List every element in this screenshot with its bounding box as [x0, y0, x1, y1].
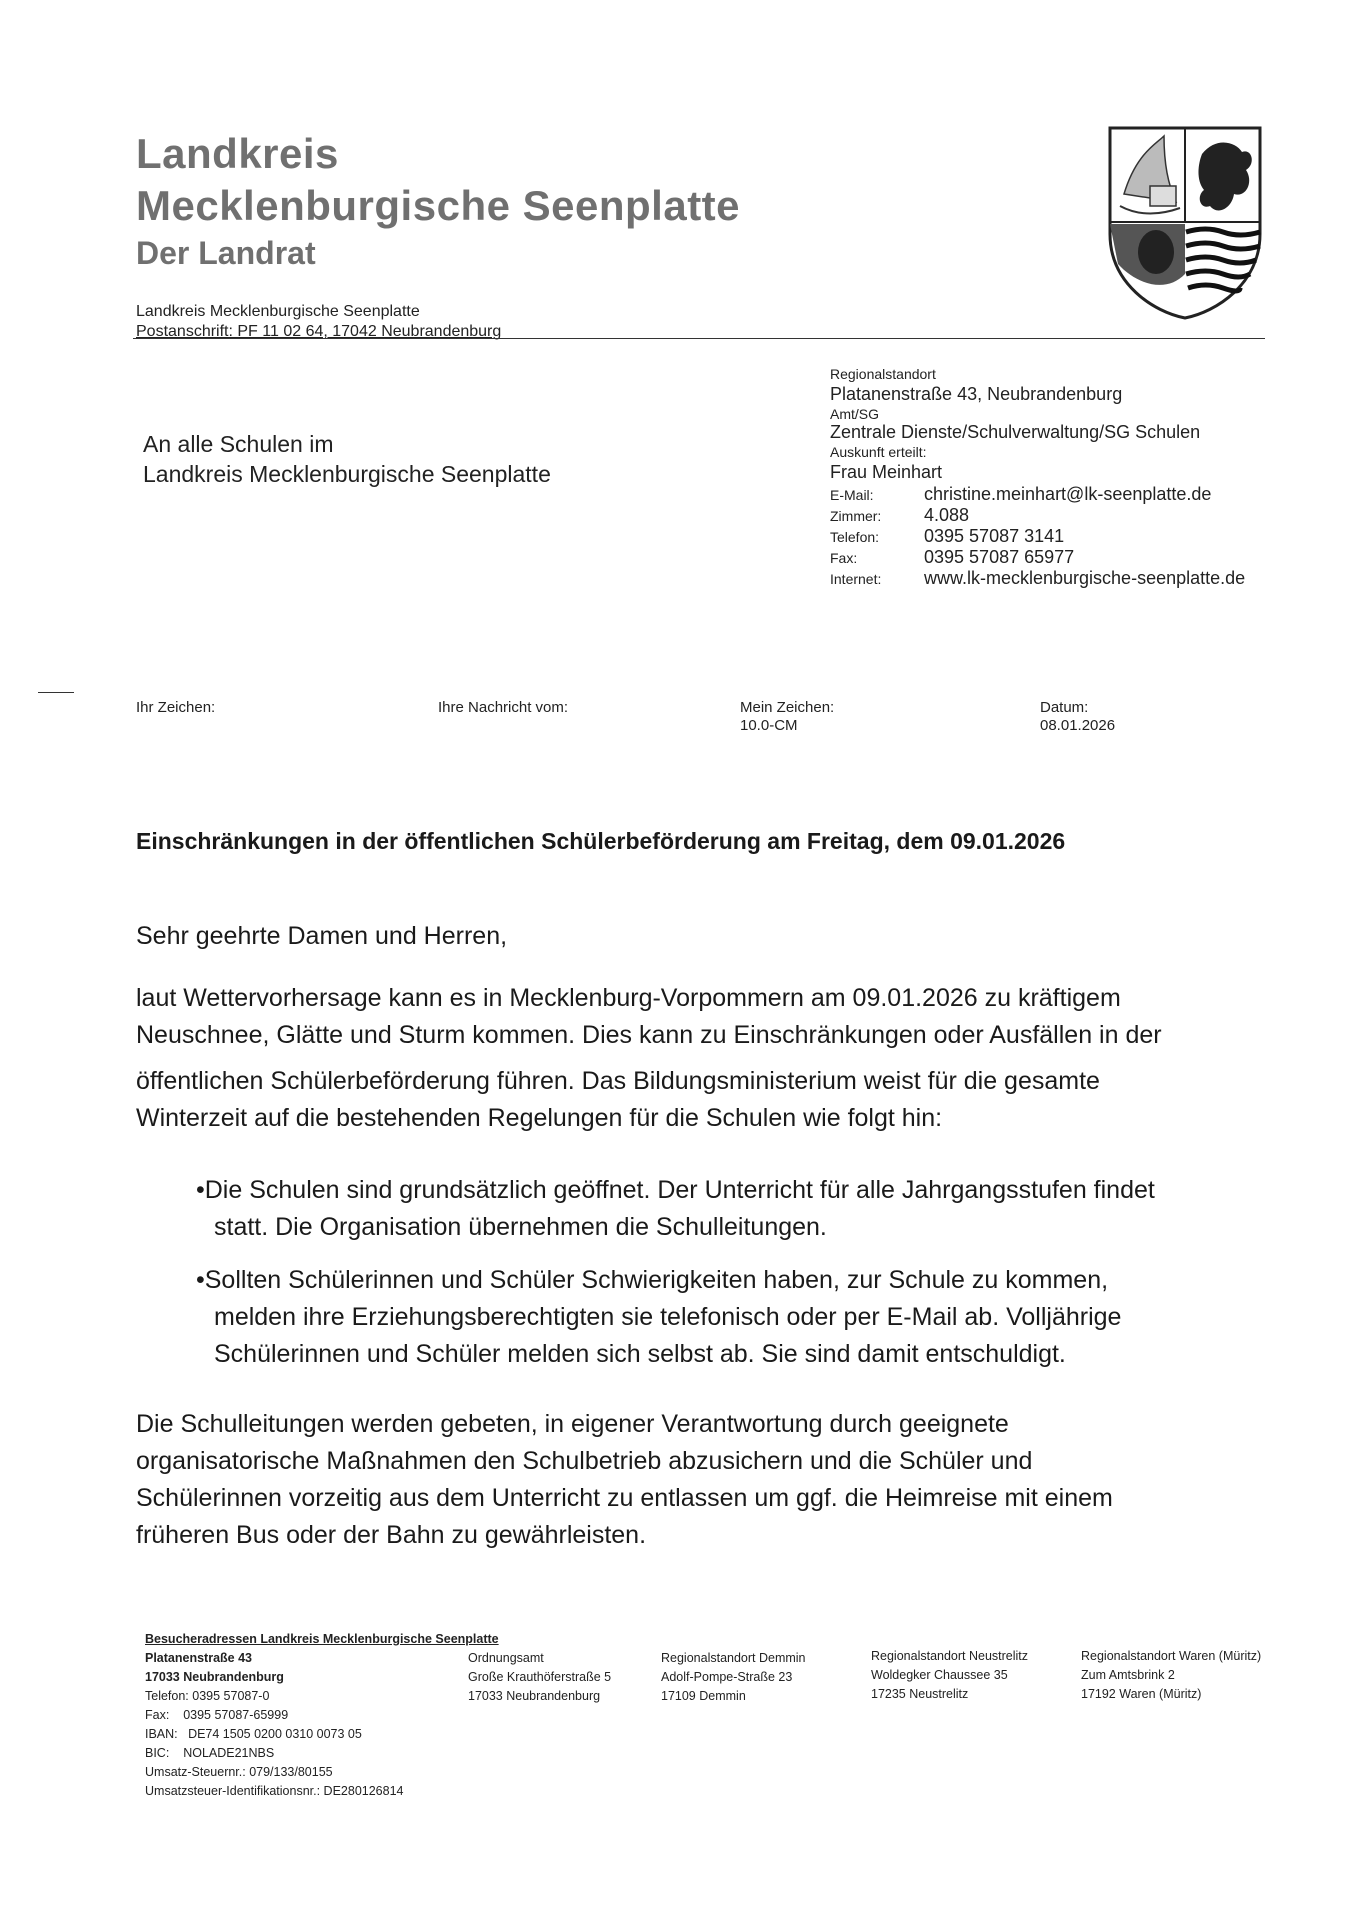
phone-value: 0395 57087 3141: [924, 526, 1065, 546]
datum-value: 08.01.2026: [1040, 717, 1116, 734]
paragraph-1-line: Neuschnee, Glätte und Sturm kommen. Dies kann zu Einschränkungen oder Ausfällen in der: [136, 1021, 1162, 1049]
contact-row-email: [830, 484, 1211, 505]
room-label: Zimmer:: [830, 508, 882, 524]
footer-demmin-line: Adolf-Pompe-Straße 23: [661, 1670, 793, 1684]
bullet-2-line: Schülerinnen und Schüler melden sich selbst ab. Sie sind damit entschuldigt.: [214, 1340, 1066, 1368]
footer-main-line: Platanenstraße 43: [145, 1651, 252, 1665]
contact-row-phone: [830, 526, 1064, 547]
footer-main-line: 17033 Neubrandenburg: [145, 1670, 284, 1684]
paragraph-2-line: früheren Bus oder der Bahn zu gewährleisten.: [136, 1521, 647, 1549]
contact-row-room: [830, 505, 969, 526]
internet-label: Internet:: [830, 571, 882, 587]
department: Zentrale Dienste/Schulverwaltung/SG Schulen: [830, 422, 1201, 442]
site-address: Platanenstraße 43, Neubrandenburg: [830, 384, 1123, 404]
fax-label: Fax:: [830, 550, 858, 566]
mein-zeichen-label: Mein Zeichen:: [740, 699, 835, 716]
contact-row-internet: [830, 568, 1245, 589]
fax-value: 0395 57087 65977: [924, 547, 1075, 567]
subject-line: Einschränkungen in der öffentlichen Schülerbeförderung am Freitag, dem 09.01.2026: [136, 828, 1066, 854]
site-label: Regionalstandort: [830, 366, 936, 382]
letterhead-line-1: Landkreis: [136, 130, 339, 177]
sender-name: Landkreis Mecklenburgische Seenplatte: [136, 303, 420, 320]
paragraph-2-line: organisatorische Maßnahmen den Schulbetrieb abzusichern und die Schüler und: [136, 1447, 1033, 1475]
footer-ordnungsamt-line: Große Krauthöferstraße 5: [468, 1670, 612, 1684]
paragraph-1-line: öffentlichen Schülerbeförderung führen. Das Bildungsministerium weist für die gesamte: [136, 1067, 1100, 1095]
mein-zeichen-value: 10.0-CM: [740, 717, 798, 734]
bullet-item-2: [196, 1262, 1256, 1373]
paragraph-2-line: Die Schulleitungen werden gebeten, in eigener Verantwortung durch geeignete: [136, 1410, 1009, 1438]
bullet-1-line: •Die Schulen sind grundsätzlich geöffnet. Der Unterricht für alle Jahrgangsstufen findet: [196, 1176, 1155, 1204]
datum-label: Datum:: [1040, 699, 1089, 716]
letterhead-line-3: Der Landrat: [136, 235, 316, 271]
paragraph-1: [136, 980, 1256, 1137]
recipient-line-1: An alle Schulen im: [143, 431, 334, 457]
footer-waren-line: Zum Amtsbrink 2: [1081, 1668, 1175, 1682]
letterhead-line-2: Mecklenburgische Seenplatte: [136, 182, 741, 229]
room-value: 4.088: [924, 505, 970, 525]
recipient-line-2: Landkreis Mecklenburgische Seenplatte: [143, 461, 551, 487]
email-label: E-Mail:: [830, 487, 874, 503]
footer-main-line: Fax: 0395 57087-65999: [145, 1708, 289, 1722]
ihre-nachricht-label: Ihre Nachricht vom:: [438, 699, 569, 716]
footer-demmin-line: Regionalstandort Demmin: [661, 1651, 806, 1665]
footer-neustrelitz-line: Woldegker Chaussee 35: [871, 1668, 1008, 1682]
footer-main-address: [145, 1630, 499, 1801]
footer-heading: Besucheradressen Landkreis Mecklenburgische Seenplatte: [145, 1632, 499, 1646]
footer-main-line: Umsatz-Steuernr.: 079/133/80155: [145, 1765, 333, 1779]
contact-person: Frau Meinhart: [830, 462, 943, 482]
footer-waren: [1081, 1647, 1261, 1704]
footer-demmin: [661, 1649, 806, 1706]
footer-main-line: Umsatzsteuer-Identifikationsnr.: DE280126814: [145, 1784, 404, 1798]
email-value[interactable]: christine.meinhart@lk-seenplatte.de: [924, 484, 1212, 504]
header-divider: [133, 338, 1265, 339]
salutation: Sehr geehrte Damen und Herren,: [136, 922, 508, 950]
footer-demmin-line: 17109 Demmin: [661, 1689, 746, 1703]
info-label: Auskunft erteilt:: [830, 444, 927, 460]
sender-postal-address: Postanschrift: PF 11 02 64, 17042 Neubrandenburg: [136, 323, 502, 340]
ihr-zeichen-label: Ihr Zeichen:: [136, 699, 216, 716]
paragraph-2-line: Schülerinnen vorzeitig aus dem Unterricht zu entlassen um ggf. die Heimreise mit einem: [136, 1484, 1113, 1512]
phone-label: Telefon:: [830, 529, 880, 545]
footer-main-line: Telefon: 0395 57087-0: [145, 1689, 270, 1703]
contact-row-fax: [830, 547, 1074, 568]
footer-ordnungsamt-line: 17033 Neubrandenburg: [468, 1689, 601, 1703]
paragraph-1-line: laut Wettervorhersage kann es in Mecklenburg-Vorpommern am 09.01.2026 zu kräftigem: [136, 984, 1121, 1012]
footer-neustrelitz: [871, 1647, 1028, 1704]
footer-neustrelitz-line: Regionalstandort Neustrelitz: [871, 1649, 1029, 1663]
bullet-2-line: melden ihre Erziehungsberechtigten sie telefonisch oder per E-Mail ab. Volljährige: [214, 1303, 1122, 1331]
bullet-item-1: [196, 1172, 1256, 1246]
bullet-1-line: statt. Die Organisation übernehmen die Schulleitungen.: [214, 1213, 827, 1241]
footer-neustrelitz-line: 17235 Neustrelitz: [871, 1687, 969, 1701]
coat-of-arms-icon: [1106, 124, 1264, 320]
fold-mark: [38, 692, 74, 693]
footer-waren-line: 17192 Waren (Müritz): [1081, 1687, 1202, 1701]
footer-main-line: IBAN: DE74 1505 0200 0310 0073 05: [145, 1727, 362, 1741]
dept-label: Amt/SG: [830, 406, 880, 422]
footer-ordnungsamt: [468, 1649, 611, 1706]
paragraph-1-line: Winterzeit auf die bestehenden Regelungen für die Schulen wie folgt hin:: [136, 1104, 943, 1132]
footer-main-line: BIC: NOLADE21NBS: [145, 1746, 275, 1760]
footer-waren-line: Regionalstandort Waren (Müritz): [1081, 1649, 1262, 1663]
paragraph-2: [136, 1406, 1256, 1554]
bullet-2-line: •Sollten Schülerinnen und Schüler Schwierigkeiten haben, zur Schule zu kommen,: [196, 1266, 1109, 1294]
internet-value[interactable]: www.lk-mecklenburgische-seenplatte.de: [924, 568, 1246, 588]
footer-ordnungsamt-line: Ordnungsamt: [468, 1651, 544, 1665]
